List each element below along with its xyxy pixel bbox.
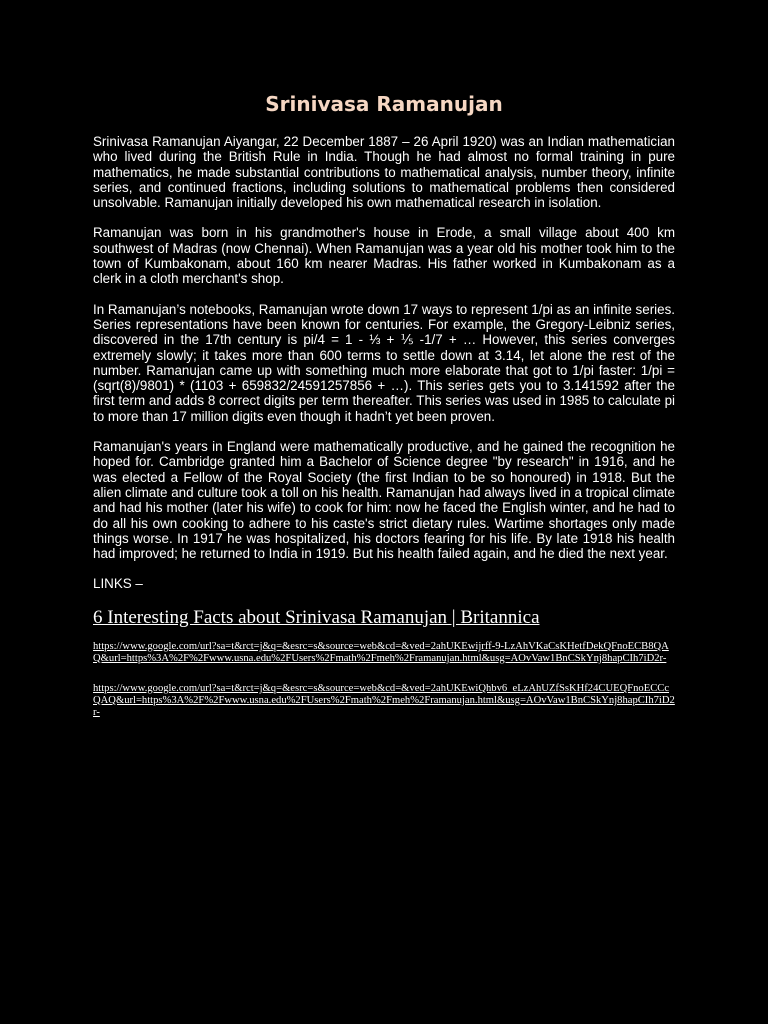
document-page — [93, 88, 675, 719]
paragraph-birth: Ramanujan was born in his grandmother's house in Erode, a small village about 400 km southwest of Madras (now Chennai). When Ramanujan was a year old his mother took him to the town of Kumbakonam, about 160 km nearer Madras. His father worked in Kumbakonam as a clerk in a cloth merchant's shop. — [93, 225, 675, 287]
paragraph-intro: Srinivasa Ramanujan Aiyangar, 22 December 1887 – 26 April 1920) was an Indian mathematician who lived during the British Rule in India. Though he had almost no formal training in pure mathematics, he made substantial contributions to mathematical analysis, number theory, infinite series, and continued fractions, including solutions to mathematical problems then considered unsolvable. Ramanujan initially developed his own mathematical research in isolation. — [93, 134, 675, 211]
usna-google-link-2[interactable]: https://www.google.com/url?sa=t&rct=j&q=&esrc=s&source=web&cd=&ved=2ahUKEwiQhbv6_eLzAhUZfSsKHf24CUEQFnoECCcQAQ&url=https%3A%2F%2Fwww.usna.edu%2FUsers%2Fmath%2Fmeh%2Framanujan.html&usg=AOvVaw1BnCSkYnj8hapCIh7iD2r- — [93, 682, 675, 718]
paragraph-notebooks: In Ramanujan’s notebooks, Ramanujan wrote down 17 ways to represent 1/pi as an infinite series. Series representations have been known for centuries. For example, the Gregory-Leibniz series, discovered in the 17th century is pi/4 = 1 - ⅓ + ⅕ -1/7 + … However, this series converges extremely slowly; it takes more than 600 terms to settle down at 3.14, let alone the rest of the number. Ramanujan came up with something much more elaborate that got to 1/pi faster: 1/pi = (sqrt(8)/9801) * (1103 + 659832/24591257856 + …). This series gets you to 3.141592 after the first term and adds 8 correct digits per term thereafter. This series was used in 1985 to calculate pi to more than 17 million digits even though it hadn’t yet been proven. — [93, 301, 675, 424]
links-label: LINKS – — [93, 576, 143, 592]
paragraph-england: Ramanujan's years in England were mathematically productive, and he gained the recognition he hoped for. Cambridge granted him a Bachelor of Science degree "by research" in 1916, and he was elected a Fellow of the Royal Society (the first Indian to be so honoured) in 1918. But the alien climate and culture took a toll on his health. Ramanujan had always lived in a tropical climate and had his mother (later his wife) to cook for him: now he faced the English winter, and he had to do all his own cooking to adhere to his caste's strict dietary rules. Wartime shortages only made things worse. In 1917 he was hospitalized, his doctors fearing for his life. By late 1918 his health had improved; he returned to India in 1919. But his health failed again, and he died the next year. — [93, 439, 675, 562]
britannica-link[interactable]: 6 Interesting Facts about Srinivasa Ramanujan | Britannica — [93, 606, 540, 628]
document-title: Srinivasa Ramanujan — [265, 92, 503, 116]
usna-google-link-1[interactable]: https://www.google.com/url?sa=t&rct=j&q=&esrc=s&source=web&cd=&ved=2ahUKEwijrff-9-LzAhVKaCsKHetfDekQFnoECB8QAQ&url=https%3A%2F%2Fwww.usna.edu%2FUsers%2Fmath%2Fmeh%2Framanujan.html&usg=AOvVaw1BnCSkYnj8hapCIh7iD2r- — [93, 640, 669, 664]
